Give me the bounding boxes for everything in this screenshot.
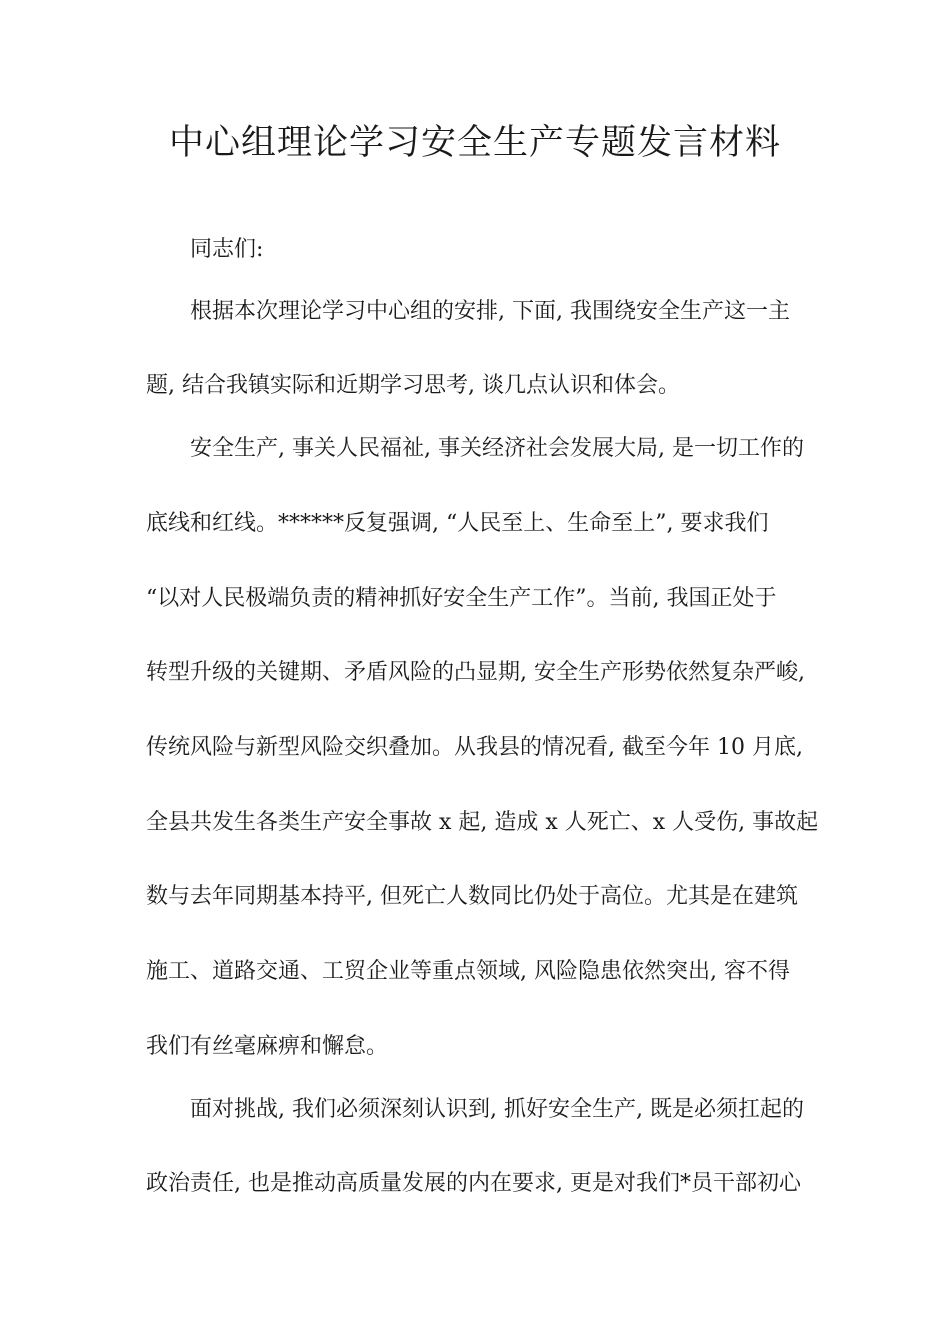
paragraph-line: 数与去年同期基本持平, 但死亡人数同比仍处于高位。尤其是在建筑 <box>146 884 798 909</box>
paragraph-line: 底线和红线。******反复强调, “人民至上、生命至上”, 要求我们 <box>146 511 769 536</box>
paragraph-line: “以对人民极端负责的精神抓好安全生产工作”。当前, 我国正处于 <box>146 586 777 611</box>
paragraph-line: 我们有丝毫麻痹和懈怠。 <box>146 1034 389 1059</box>
paragraph-line: 面对挑战, 我们必须深刻认识到, 抓好安全生产, 既是必须扛起的 <box>190 1097 804 1122</box>
paragraph-line: 政治责任, 也是推动高质量发展的内在要求, 更是对我们*员干部初心 <box>146 1171 801 1196</box>
paragraph-line: 题, 结合我镇实际和近期学习思考, 谈几点认识和体会。 <box>146 373 680 398</box>
paragraph-line: 根据本次理论学习中心组的安排, 下面, 我围绕安全生产这一主 <box>190 299 790 324</box>
paragraph-line: 施工、道路交通、工贸企业等重点领域, 风险隐患依然突出, 容不得 <box>146 959 790 984</box>
paragraph-line: 转型升级的关键期、矛盾风险的凸显期, 安全生产形势依然复杂严峻, <box>146 660 805 685</box>
paragraph-line: 安全生产, 事关人民福祉, 事关经济社会发展大局, 是一切工作的 <box>190 436 804 461</box>
greeting: 同志们: <box>190 237 264 262</box>
paragraph-line: 全县共发生各类生产安全事故 x 起, 造成 x 人死亡、x 人受伤, 事故起 <box>146 810 819 835</box>
document-title: 中心组理论学习安全生产专题发言材料 <box>168 123 781 163</box>
paragraph-line: 传统风险与新型风险交织叠加。从我县的情况看, 截至今年 10 月底, <box>146 735 803 760</box>
